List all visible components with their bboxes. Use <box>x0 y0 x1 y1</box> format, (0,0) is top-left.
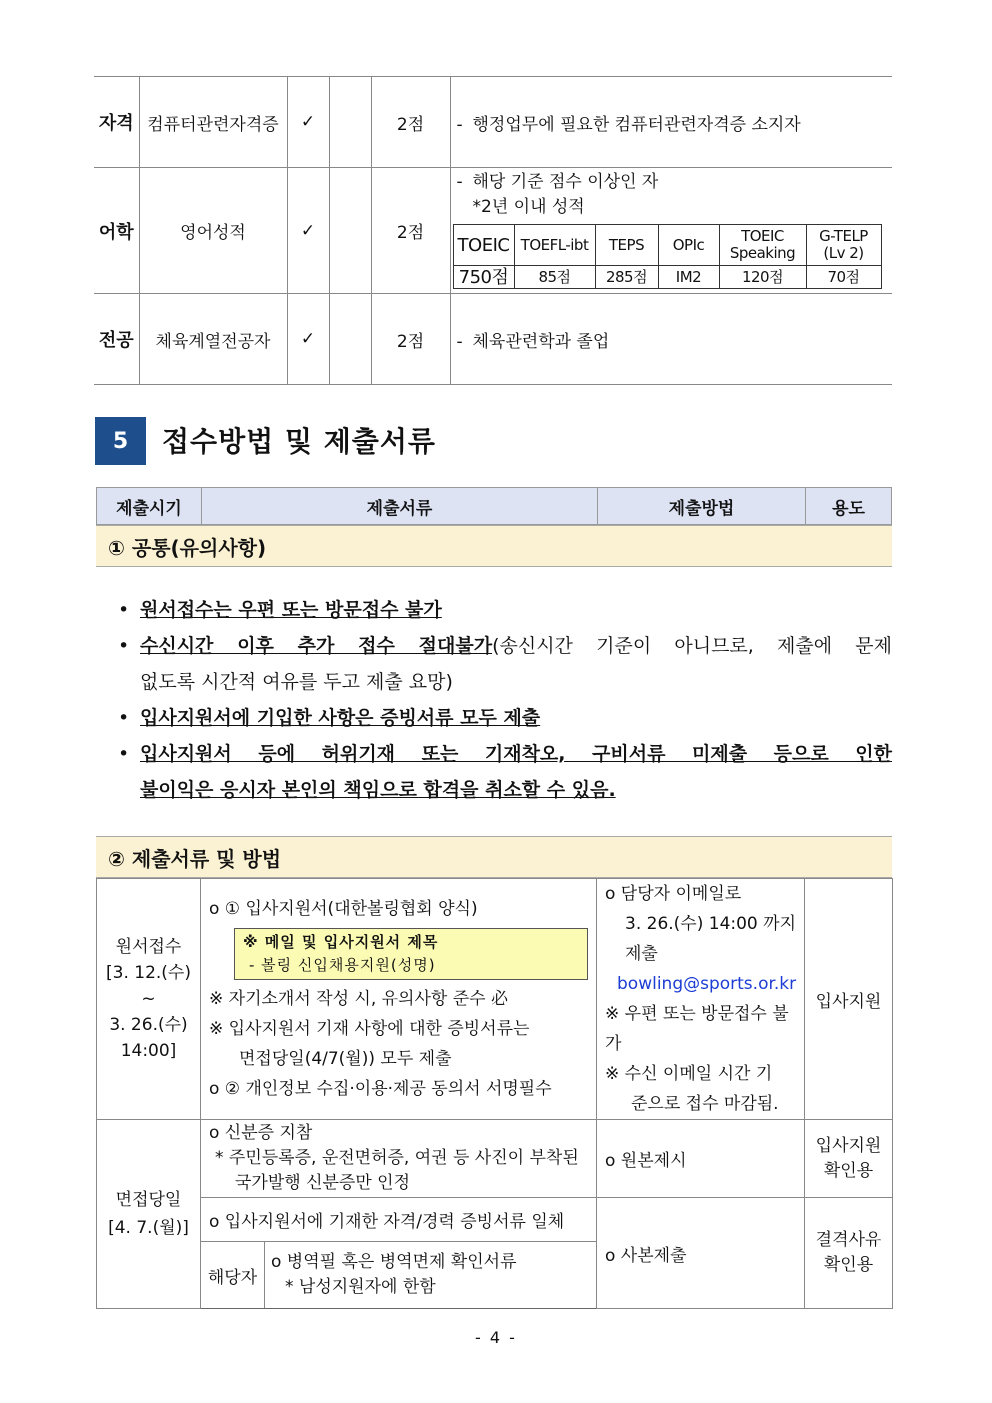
notice-text: 원서접수는 우편 또는 방문접수 불가 <box>140 599 442 621</box>
doc-note: 면접당일(4/7(월)) 모두 제출 <box>239 1049 452 1069</box>
doc-line: o 신분증 지참 <box>209 1123 313 1143</box>
who-cell: 해당자 <box>201 1242 265 1309</box>
method-cell: o 원본제시 <box>597 1120 805 1198</box>
score-value: 285점 <box>595 266 658 289</box>
empty-cell <box>329 168 371 294</box>
table-row <box>94 294 892 385</box>
header-use: 용도 <box>806 488 892 525</box>
submission-header <box>96 487 892 525</box>
notice-text-cont: 없도록 시간적 여유를 두고 제출 요망) <box>140 671 453 693</box>
time-line: [4. 7.(월)] <box>108 1218 189 1238</box>
time-cell <box>97 1120 201 1309</box>
title-note-box <box>234 928 588 980</box>
time-line: [3. 12.(수) <box>106 963 191 983</box>
method-line: ※ 우편 또는 방문접수 불가 <box>605 1004 789 1054</box>
docs-cell <box>201 1120 597 1198</box>
score-header: TOEFL-ibt <box>514 225 595 266</box>
docs-cell <box>201 879 597 1120</box>
notice-text: 입사지원서에 기입한 사항은 증빙서류 모두 제출 <box>140 707 541 729</box>
method-line: o 담당자 이메일로 <box>605 884 742 904</box>
doc-line: o ① 입사지원서(대한볼링협회 양식) <box>209 899 478 919</box>
section-title: 접수방법 및 제출서류 <box>162 425 436 458</box>
desc-text: 체육관련학과 졸업 <box>472 331 610 352</box>
score-header-row <box>453 225 881 266</box>
list-item: • 입사지원서 등에 허위기재 또는 기재착오, 구비서류 미제출 등으로 인한 불이익은 응시자 본인의 책임으로 합격을 취소할 수 있음. <box>118 743 892 801</box>
score-header: TEPS <box>595 225 658 266</box>
desc-note: *2년 이내 성적 <box>472 197 585 217</box>
header-method: 제출방법 <box>598 488 806 525</box>
use-line: 결격사유 <box>815 1230 882 1250</box>
use-cell <box>805 1198 893 1309</box>
check-icon: ✓ <box>287 294 329 385</box>
item-cell: 영어성적 <box>139 168 287 294</box>
doc-line: o 병역필 혹은 병역면제 확인서류 <box>271 1252 517 1272</box>
notice-list <box>118 592 892 808</box>
method-line: 3. 26.(수) 14:00 까지 <box>625 914 796 934</box>
table-row <box>97 1198 893 1242</box>
desc-text: 행정업무에 필요한 컴퓨터관련자격증 소지자 <box>472 114 801 135</box>
use-line: 확인용 <box>823 1160 874 1181</box>
table-row <box>97 1120 893 1198</box>
score-header: G-TELP (Lv 2) <box>806 225 881 266</box>
use-line: 확인용 <box>823 1255 874 1275</box>
points-cell: 2점 <box>371 168 450 294</box>
score-value: 85점 <box>514 266 595 289</box>
list-item: • 원서접수는 우편 또는 방문접수 불가 <box>118 592 892 628</box>
score-header: OPIc <box>658 225 719 266</box>
time-cell <box>97 879 201 1120</box>
desc-text: 해당 기준 점수 이상인 자 <box>472 172 659 192</box>
doc-note: ※ 자기소개서 작성 시, 유의사항 준수 必 <box>209 989 508 1009</box>
score-header: TOEIC Speaking <box>719 225 806 266</box>
time-line: ~ <box>141 989 156 1009</box>
use-cell <box>805 1120 893 1198</box>
page-number: - 4 - <box>475 1328 517 1347</box>
item-cell: 컴퓨터관련자격증 <box>139 77 287 168</box>
check-icon: ✓ <box>287 77 329 168</box>
qualification-table <box>94 76 892 385</box>
notice-text: 입사지원서 등에 허위기재 또는 기재착오, 구비서류 미제출 등으로 인한 <box>140 743 892 765</box>
common-title: ① 공통(유의사항) <box>96 525 892 567</box>
header-time: 제출시기 <box>97 488 202 525</box>
score-header: TOEIC <box>453 225 514 266</box>
doc-note: ※ 입사지원서 기재 사항에 대한 증빙서류는 <box>209 1019 530 1039</box>
notice-text-rest: (송신시간 기준이 아니므로, 제출에 문제 <box>492 635 893 657</box>
table-row <box>97 879 893 1120</box>
documents-table <box>96 878 893 1309</box>
method-cell <box>597 879 805 1120</box>
score-value: 70점 <box>806 266 881 289</box>
method-line: 제출 <box>625 944 658 964</box>
time-line: 면접당일 <box>115 1190 182 1210</box>
table-row <box>94 77 892 168</box>
section-number: 5 <box>95 417 146 465</box>
docs-cell: o 입사지원서에 기재한 자격/경력 증빙서류 일체 <box>201 1198 597 1242</box>
score-row <box>453 266 881 289</box>
note-box-title: ※ 메일 및 입사지원서 제목 <box>243 933 439 951</box>
method-line: ※ 수신 이메일 시간 기 <box>605 1064 773 1084</box>
list-item: • 수신시간 이후 추가 접수 절대불가(송신시간 기준이 아니므로, 제출에 문제 없도록 시간적 여유를 두고 제출 요망) <box>118 628 892 700</box>
header-docs: 제출서류 <box>202 488 598 525</box>
docs-cell <box>265 1242 597 1309</box>
doc-note: * 남성지원자에 한함 <box>285 1277 436 1297</box>
check-icon: ✓ <box>287 168 329 294</box>
notice-text: 수신시간 이후 추가 접수 절대불가 <box>140 635 493 657</box>
note-box-text: - 볼링 신입채용지원(성명) <box>249 956 436 974</box>
points-cell: 2점 <box>371 77 450 168</box>
item-cell: 체육계열전공자 <box>139 294 287 385</box>
doc-note: * 주민등록증, 운전면허증, 여권 등 사진이 부착된 <box>215 1148 579 1168</box>
score-table <box>453 224 882 289</box>
time-line: 14:00] <box>120 1041 177 1061</box>
desc-cell: - 해당 기준 점수 이상인 자 *2년 이내 성적 TOEIC TOEFL-ibt TEPS OPIc TOEIC Speaking G-TELP (Lv 2) 750점 85점 285점 IM2 120점 70점 <box>450 168 892 294</box>
category-cell: 어학 <box>94 168 139 294</box>
use-line: 입사지원 <box>815 1135 882 1156</box>
use-cell: 입사지원 <box>805 879 893 1120</box>
desc-cell: - 행정업무에 필요한 컴퓨터관련자격증 소지자 <box>450 77 892 168</box>
list-item: • 입사지원서에 기입한 사항은 증빙서류 모두 제출 <box>118 700 892 736</box>
category-cell: 자격 <box>94 77 139 168</box>
score-value: 750점 <box>453 266 514 289</box>
empty-cell <box>329 294 371 385</box>
doc-note: 국가발행 신분증만 인정 <box>235 1173 411 1193</box>
table-row <box>94 168 892 294</box>
method-cell: o 사본제출 <box>597 1198 805 1309</box>
method-line: 준으로 접수 마감됨. <box>631 1094 779 1114</box>
header-row <box>97 488 892 525</box>
category-cell: 전공 <box>94 294 139 385</box>
score-value: 120점 <box>719 266 806 289</box>
desc-cell: - 체육관련학과 졸업 <box>450 294 892 385</box>
email-link[interactable]: bowling@sports.or.kr <box>617 974 797 994</box>
empty-cell <box>329 77 371 168</box>
points-cell: 2점 <box>371 294 450 385</box>
time-line: 3. 26.(수) <box>109 1015 188 1035</box>
docs-title: ② 제출서류 및 방법 <box>96 836 892 878</box>
time-line: 원서접수 <box>115 937 182 957</box>
score-value: IM2 <box>658 266 719 289</box>
notice-text: 불이익은 응시자 본인의 책임으로 합격을 취소할 수 있음. <box>140 779 616 801</box>
doc-line: o ② 개인정보 수집·이용·제공 동의서 서명필수 <box>209 1079 552 1099</box>
